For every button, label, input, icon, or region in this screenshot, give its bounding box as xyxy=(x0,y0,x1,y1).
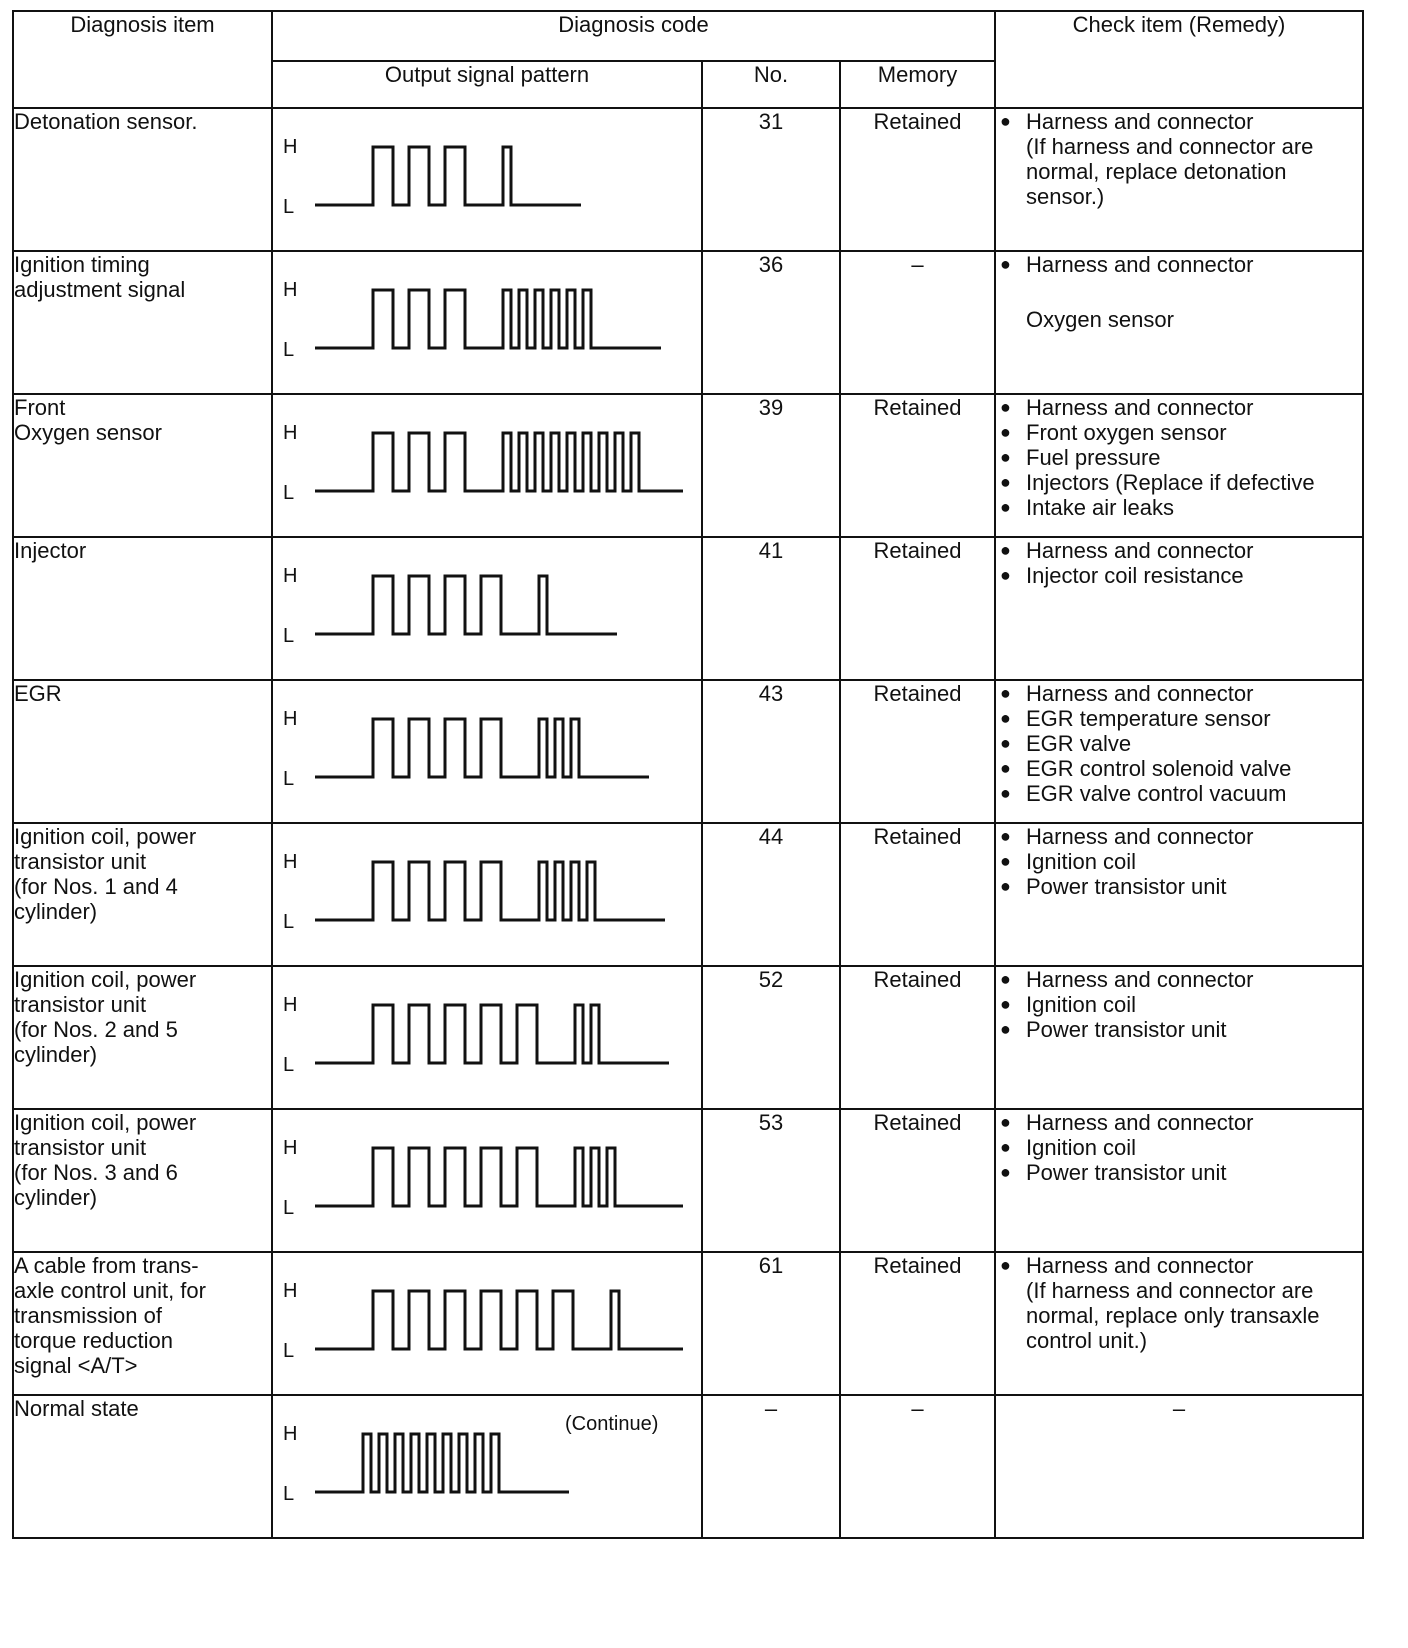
signal-waveform xyxy=(315,1434,569,1492)
diagnosis-item-cell: Detonation sensor. xyxy=(13,108,272,251)
table-row xyxy=(13,823,1363,966)
check-item-cell xyxy=(995,680,1363,823)
output-signal-cell xyxy=(272,680,702,823)
check-list-item: ● Harness and connector xyxy=(996,1253,1362,1278)
diagnosis-code-table xyxy=(12,10,1364,1539)
signal-high-label: H xyxy=(283,1137,298,1159)
signal-low-label: L xyxy=(283,625,295,647)
code-number-cell: 53 xyxy=(702,1109,840,1252)
diagnosis-item-cell: Normal state xyxy=(13,1395,272,1538)
output-signal-cell xyxy=(272,966,702,1109)
signal-high-label: H xyxy=(283,994,298,1016)
diagnosis-item-cell: A cable from trans- axle control unit, for transmission of torque reduction signal <A/T> xyxy=(13,1252,272,1395)
continue-label: (Continue) xyxy=(565,1413,659,1435)
table-row xyxy=(13,108,1363,251)
signal-high-label: H xyxy=(283,1280,298,1302)
code-number-cell: 31 xyxy=(702,108,840,251)
check-list-item: ● Ignition coil xyxy=(996,992,1362,1017)
check-list-item: ● EGR valve control vacuum xyxy=(996,781,1362,806)
signal-waveform xyxy=(315,147,581,205)
memory-cell: Retained xyxy=(840,537,995,680)
table-row xyxy=(13,251,1363,394)
signal-high-label: H xyxy=(283,422,298,444)
code-number-cell: 52 xyxy=(702,966,840,1109)
check-list-item: ● Intake air leaks xyxy=(996,495,1362,520)
signal-pattern-diagram xyxy=(273,967,703,1106)
check-list xyxy=(996,538,1362,588)
diagnosis-item-cell: Ignition coil, power transistor unit (for Nos. 2 and 5 cylinder) xyxy=(13,966,272,1109)
remedy-note: (If harness and connector are normal, replace only transaxle control unit.) xyxy=(1026,1278,1320,1353)
header-memory: Memory xyxy=(840,61,995,108)
check-list xyxy=(996,109,1362,134)
remedy-note: Oxygen sensor xyxy=(1026,307,1174,332)
code-number-cell: 39 xyxy=(702,394,840,537)
signal-high-label: H xyxy=(283,279,298,301)
table-body xyxy=(13,108,1363,1538)
output-signal-cell xyxy=(272,251,702,394)
signal-pattern-diagram xyxy=(273,1110,703,1249)
diagnosis-item-cell: Ignition coil, power transistor unit (for Nos. 3 and 6 cylinder) xyxy=(13,1109,272,1252)
signal-pattern-diagram xyxy=(273,109,703,248)
diagnosis-item-cell: EGR xyxy=(13,680,272,823)
signal-low-label: L xyxy=(283,1340,295,1362)
header-diagnosis-code: Diagnosis code xyxy=(272,11,995,61)
signal-low-label: L xyxy=(283,196,295,218)
diagnosis-item-cell: Front Oxygen sensor xyxy=(13,394,272,537)
output-signal-cell xyxy=(272,1252,702,1395)
check-list-item: ● Power transistor unit xyxy=(996,1160,1362,1185)
check-list-item: ● Ignition coil xyxy=(996,849,1362,874)
check-list-item: ● EGR temperature sensor xyxy=(996,706,1362,731)
check-list xyxy=(996,1253,1362,1278)
check-list-item: ● Injectors (Replace if defective xyxy=(996,470,1362,495)
check-list-item: ● Power transistor unit xyxy=(996,1017,1362,1042)
signal-low-label: L xyxy=(283,339,295,361)
table-row xyxy=(13,680,1363,823)
diagnosis-item-cell: Ignition timing adjustment signal xyxy=(13,251,272,394)
signal-pattern-diagram xyxy=(273,1396,703,1535)
check-list xyxy=(996,395,1362,520)
signal-low-label: L xyxy=(283,768,295,790)
memory-cell: Retained xyxy=(840,823,995,966)
memory-cell: Retained xyxy=(840,108,995,251)
code-number-cell: 43 xyxy=(702,680,840,823)
code-number-cell: – xyxy=(702,1395,840,1538)
signal-high-label: H xyxy=(283,1423,298,1445)
output-signal-cell xyxy=(272,394,702,537)
check-list xyxy=(996,1110,1362,1185)
check-list-item: ● Harness and connector xyxy=(996,824,1362,849)
signal-pattern-diagram xyxy=(273,681,703,820)
signal-waveform xyxy=(315,1291,683,1349)
check-list-item: ● Harness and connector xyxy=(996,109,1362,134)
check-item-cell xyxy=(995,966,1363,1109)
check-list-item: ● Harness and connector xyxy=(996,967,1362,992)
signal-waveform xyxy=(315,433,683,491)
output-signal-cell xyxy=(272,537,702,680)
signal-low-label: L xyxy=(283,482,295,504)
memory-cell: Retained xyxy=(840,1109,995,1252)
diagnosis-item-cell: Ignition coil, power transistor unit (for Nos. 1 and 4 cylinder) xyxy=(13,823,272,966)
check-list xyxy=(996,967,1362,1042)
code-number-cell: 36 xyxy=(702,251,840,394)
check-item-cell xyxy=(995,394,1363,537)
output-signal-cell xyxy=(272,1395,702,1538)
signal-pattern-diagram xyxy=(273,1253,703,1392)
signal-low-label: L xyxy=(283,1483,295,1505)
code-number-cell: 61 xyxy=(702,1252,840,1395)
check-item-cell: – xyxy=(995,1395,1363,1538)
check-item-cell xyxy=(995,823,1363,966)
memory-cell: Retained xyxy=(840,1252,995,1395)
check-list-item: ● Power transistor unit xyxy=(996,874,1362,899)
check-list-item: ● Injector coil resistance xyxy=(996,563,1362,588)
table-row xyxy=(13,1109,1363,1252)
header-output-signal-pattern: Output signal pattern xyxy=(272,61,702,108)
table-row xyxy=(13,537,1363,680)
remedy-note: (If harness and connector are normal, replace detonation sensor.) xyxy=(1026,134,1314,209)
signal-waveform xyxy=(315,1005,669,1063)
signal-high-label: H xyxy=(283,565,298,587)
check-list-item: ● Ignition coil xyxy=(996,1135,1362,1160)
signal-waveform xyxy=(315,719,649,777)
check-list-item: ● Harness and connector xyxy=(996,252,1362,277)
output-signal-cell xyxy=(272,1109,702,1252)
table-row xyxy=(13,394,1363,537)
signal-waveform xyxy=(315,576,617,634)
signal-high-label: H xyxy=(283,136,298,158)
check-item-cell xyxy=(995,1109,1363,1252)
signal-high-label: H xyxy=(283,708,298,730)
memory-cell: Retained xyxy=(840,394,995,537)
memory-cell: Retained xyxy=(840,680,995,823)
table-row-normal-state xyxy=(13,1395,1363,1538)
table-row xyxy=(13,966,1363,1109)
memory-cell: – xyxy=(840,1395,995,1538)
signal-pattern-diagram xyxy=(273,252,703,391)
signal-low-label: L xyxy=(283,1197,295,1219)
memory-cell: Retained xyxy=(840,966,995,1109)
check-list-item: ● Harness and connector xyxy=(996,538,1362,563)
signal-pattern-diagram xyxy=(273,824,703,963)
header-check-item: Check item (Remedy) xyxy=(995,11,1363,108)
signal-waveform xyxy=(315,290,661,348)
check-list-item: ● EGR control solenoid valve xyxy=(996,756,1362,781)
check-item-cell xyxy=(995,537,1363,680)
check-item-cell xyxy=(995,251,1363,394)
check-list xyxy=(996,252,1362,277)
code-number-cell: 44 xyxy=(702,823,840,966)
check-item-cell xyxy=(995,1252,1363,1395)
check-list-item: ● Fuel pressure xyxy=(996,445,1362,470)
signal-waveform xyxy=(315,1148,683,1206)
check-list-item: ● Harness and connector xyxy=(996,395,1362,420)
check-list-item: ● Harness and connector xyxy=(996,1110,1362,1135)
table-row xyxy=(13,1252,1363,1395)
output-signal-cell xyxy=(272,823,702,966)
check-item-cell xyxy=(995,108,1363,251)
check-list-item: ● Front oxygen sensor xyxy=(996,420,1362,445)
signal-pattern-diagram xyxy=(273,395,703,534)
check-list xyxy=(996,681,1362,806)
code-number-cell: 41 xyxy=(702,537,840,680)
signal-high-label: H xyxy=(283,851,298,873)
memory-cell: – xyxy=(840,251,995,394)
signal-low-label: L xyxy=(283,1054,295,1076)
check-list xyxy=(996,824,1362,899)
check-list-item: ● EGR valve xyxy=(996,731,1362,756)
header-no: No. xyxy=(702,61,840,108)
signal-waveform xyxy=(315,862,665,920)
diagnosis-item-cell: Injector xyxy=(13,537,272,680)
header-diagnosis-item: Diagnosis item xyxy=(13,11,272,108)
signal-pattern-diagram xyxy=(273,538,703,677)
signal-low-label: L xyxy=(283,911,295,933)
output-signal-cell xyxy=(272,108,702,251)
check-list-item: ● Harness and connector xyxy=(996,681,1362,706)
